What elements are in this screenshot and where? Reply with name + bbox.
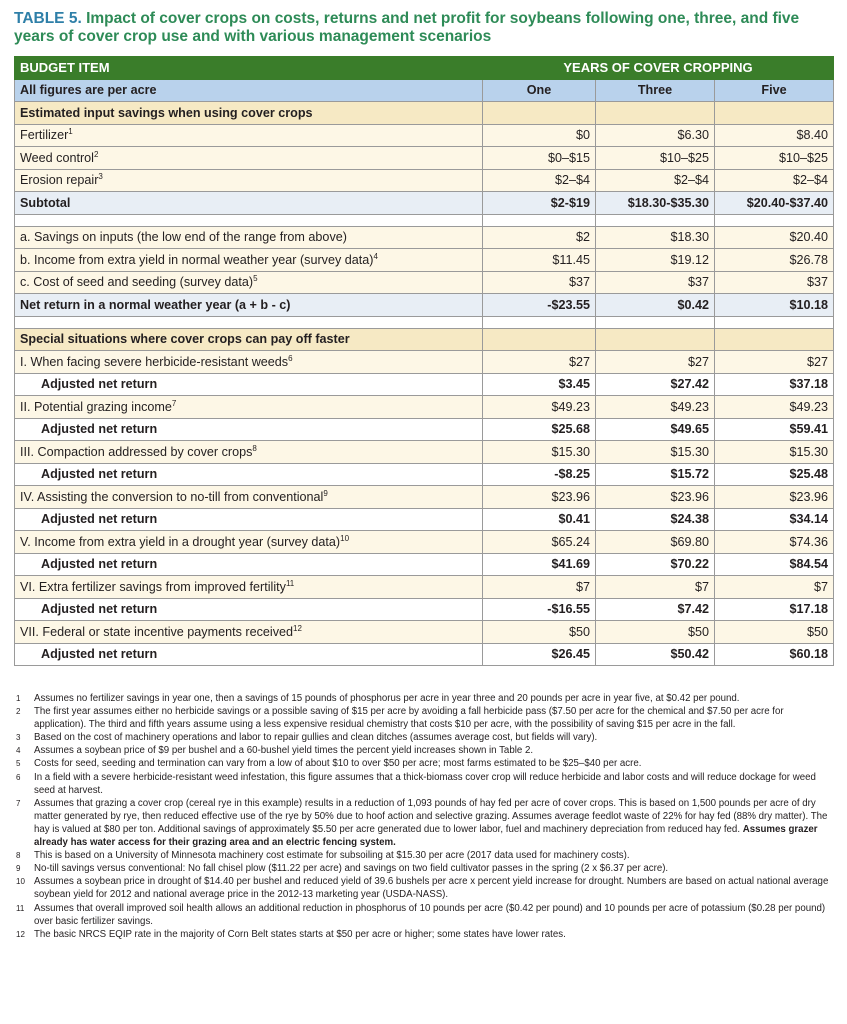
row-label	[15, 147, 483, 170]
row-label	[15, 192, 483, 215]
value-three: $37	[596, 271, 715, 294]
value-three: $70.22	[596, 553, 715, 576]
table-row	[15, 396, 834, 419]
table-row	[15, 351, 834, 374]
footnote-ref: 1	[68, 127, 73, 137]
value-five: $50	[715, 621, 834, 644]
value-one: $37	[483, 271, 596, 294]
footnote-ref: 5	[253, 274, 258, 284]
row-label-text: Adjusted net return	[41, 602, 158, 617]
row-label-text: Weed control	[20, 150, 94, 165]
value-five: $23.96	[715, 486, 834, 509]
footnote-number: 6	[16, 772, 21, 782]
row-label	[15, 553, 483, 576]
value-three: $10–$25	[596, 147, 715, 170]
value-three: $6.30	[596, 124, 715, 147]
footnote-number: 11	[16, 903, 25, 913]
table-row	[15, 486, 834, 509]
row-label	[15, 351, 483, 374]
footnote-ref: 3	[98, 172, 103, 182]
value-five: $37	[715, 271, 834, 294]
row-label-text: Subtotal	[20, 195, 71, 210]
footnote-text: Based on the cost of machinery operations and labor to repair gullies and clean ditches (assumes average cost, but fields will vary).	[34, 732, 598, 744]
value-three: $19.12	[596, 249, 715, 272]
row-label-text: Fertilizer	[20, 128, 69, 143]
row-label	[15, 294, 483, 317]
row-label-text: V. Income from extra yield in a drought year (survey data)	[20, 534, 341, 549]
row-label-text: II. Potential grazing income	[20, 399, 172, 414]
footnote	[14, 862, 830, 875]
value-one: $26.45	[483, 643, 596, 666]
value-three: $24.38	[596, 508, 715, 531]
footnote-ref: 2	[93, 149, 99, 159]
value-five: $10–$25	[715, 147, 834, 170]
row-label	[15, 226, 483, 249]
col-one-header: One	[483, 79, 596, 102]
row-label	[15, 508, 483, 531]
row-label-text: VI. Extra fertilizer savings from improved fertility	[20, 579, 286, 594]
value-one: $2	[483, 226, 596, 249]
value-five: $8.40	[715, 124, 834, 147]
row-label	[15, 271, 483, 294]
row-label	[15, 169, 483, 192]
value-one: $41.69	[483, 553, 596, 576]
row-label	[15, 396, 483, 419]
row-label	[15, 441, 483, 464]
adjusted-row	[15, 508, 834, 531]
value-five: $2–$4	[715, 169, 834, 192]
col-five-header: Five	[715, 79, 834, 102]
footnote-ref: 7	[171, 398, 177, 408]
budget-table-body	[15, 57, 834, 666]
value-one: $3.45	[483, 373, 596, 396]
value-three: $15.30	[596, 441, 715, 464]
footnote	[14, 757, 830, 770]
value-one: $65.24	[483, 531, 596, 554]
per-acre-label: All figures are per acre	[15, 79, 483, 102]
value-one: $25.68	[483, 418, 596, 441]
value-five: $37.18	[715, 373, 834, 396]
value-three: $7.42	[596, 598, 715, 621]
value-one: -$8.25	[483, 463, 596, 486]
adjusted-row	[15, 373, 834, 396]
footnotes	[14, 692, 830, 941]
row-label	[15, 531, 483, 554]
value-three: $0.42	[596, 294, 715, 317]
footnote	[14, 705, 830, 731]
header-row	[15, 57, 834, 80]
row-label-text: b. Income from extra yield in normal weather year (survey data)	[20, 252, 374, 267]
table-row	[15, 621, 834, 644]
row-label-text: Net return in a normal weather year (a + b - c)	[20, 297, 291, 312]
value-one: $15.30	[483, 441, 596, 464]
value-five: $27	[715, 351, 834, 374]
row-label-text: VII. Federal or state incentive payments received	[20, 624, 293, 639]
col-three-header: Three	[596, 79, 715, 102]
row-label	[15, 124, 483, 147]
value-one: $7	[483, 576, 596, 599]
table-row	[15, 124, 834, 147]
footnote-ref: 11	[285, 578, 295, 588]
value-five: $15.30	[715, 441, 834, 464]
value-five: $74.36	[715, 531, 834, 554]
footnote-ref: 12	[293, 623, 302, 633]
footnote-text: This is based on a University of Minnesota machinery cost estimate for subsoiling at $15.30 per acre (2017 data used for machinery costs).	[34, 850, 630, 862]
footnote-text: Costs for seed, seeding and termination can vary from a low of about $10 to over $50 per acre; most farms estimated to be $25–$40 per acre.	[34, 758, 642, 770]
footnote-text: No-till savings versus conventional: No fall chisel plow ($11.22 per acre) and savings on two field cultivator passes in the spring (2 x $6.37 per acre).	[34, 863, 669, 875]
adjusted-row	[15, 418, 834, 441]
row-label-text: III. Compaction addressed by cover crops	[20, 444, 253, 459]
value-one: $0.41	[483, 508, 596, 531]
footnote-text: In a field with a severe herbicide-resistant weed infestation, this figure assumes that a thick-biomass cover crop will reduce herbicide and labor costs and will reduce dockage for weed seed at harvest.	[34, 771, 816, 796]
footnote-number: 3	[16, 733, 21, 743]
footnote-number: 5	[16, 759, 21, 769]
adjusted-row	[15, 553, 834, 576]
row-label-text: Adjusted net return	[41, 557, 158, 572]
spacer-row	[15, 316, 834, 328]
footnote-ref: 8	[252, 443, 257, 453]
value-five: $26.78	[715, 249, 834, 272]
value-one: $50	[483, 621, 596, 644]
table-row	[15, 169, 834, 192]
value-five: $84.54	[715, 553, 834, 576]
table-row	[15, 249, 834, 272]
value-five: $59.41	[715, 418, 834, 441]
footnote	[14, 797, 830, 849]
value-one: -$23.55	[483, 294, 596, 317]
footnote	[14, 692, 830, 705]
row-label-text: IV. Assisting the conversion to no-till from conventional	[20, 489, 324, 504]
value-three: $49.23	[596, 396, 715, 419]
footnote-ref: 9	[323, 488, 328, 498]
footnote-number: 2	[16, 707, 21, 717]
value-three: $27	[596, 351, 715, 374]
table-title	[14, 10, 834, 46]
value-one: $23.96	[483, 486, 596, 509]
value-five: $10.18	[715, 294, 834, 317]
value-three: $50.42	[596, 643, 715, 666]
footnote-number: 10	[16, 877, 25, 887]
section-heading-row	[15, 328, 834, 351]
adjusted-row	[15, 598, 834, 621]
row-label	[15, 418, 483, 441]
footnote-text: The basic NRCS EQIP rate in the majority of Corn Belt states starts at $50 per acre or higher; some states have lower rates.	[34, 928, 566, 940]
table-row	[15, 226, 834, 249]
value-three: $7	[596, 576, 715, 599]
value-three: $50	[596, 621, 715, 644]
value-three: $18.30-$35.30	[596, 192, 715, 215]
row-label-text: Erosion repair	[20, 173, 99, 188]
row-label	[15, 621, 483, 644]
row-label-text: Adjusted net return	[41, 512, 158, 527]
value-three: $18.30	[596, 226, 715, 249]
footnote-bold-text: Assumes grazer already has water access for their grazing area and an electric fencing system.	[34, 823, 818, 849]
value-three: $2–$4	[596, 169, 715, 192]
footnote-number: 12	[16, 929, 25, 939]
value-three: $15.72	[596, 463, 715, 486]
years-header: YEARS OF COVER CROPPING	[483, 57, 834, 80]
value-one: $2–$4	[483, 169, 596, 192]
subheader-row	[15, 79, 834, 102]
value-one: $49.23	[483, 396, 596, 419]
footnote-text: Assumes a soybean price in drought of $14.40 per bushel and reduced yield of 39.6 bushels per acre x percent yield increase for drought. Numbers are based on actual national average soybean yield for 2012 and national average price in the 2012-13 marketing year (USDA-NASS).	[34, 876, 829, 901]
footnote-number: 8	[16, 851, 21, 861]
adjusted-row	[15, 643, 834, 666]
value-three: $27.42	[596, 373, 715, 396]
section-heading-row	[15, 102, 834, 125]
value-five: $60.18	[715, 643, 834, 666]
footnote-text: Assumes that grazing a cover crop (cereal rye in this example) results in a reduction of 1,093 pounds of hay fed per acre of cover crops. This is based on 1,500 pounds per acre of dry matter generated by rye, then reduced effective use of the rye by 50% due to hoof action and selective grazing. Assumes average feedlot waste of 22% for hay fed (88% dry matter). The hay is valued at $80 per ton. Additional savings of approximately $5.50 per acre generated due to lower labor, fuel and machinery depreciation from reduced hay fed.	[34, 797, 828, 835]
value-five: $49.23	[715, 396, 834, 419]
table-row	[15, 271, 834, 294]
special-heading: Special situations where cover crops can pay off faster	[15, 328, 483, 351]
net-return-row	[15, 294, 834, 317]
value-five: $20.40	[715, 226, 834, 249]
value-one: $27	[483, 351, 596, 374]
footnote	[14, 771, 830, 797]
value-three: $49.65	[596, 418, 715, 441]
value-one: $2-$19	[483, 192, 596, 215]
table-label: TABLE 5.	[14, 10, 82, 27]
budget-item-header: BUDGET ITEM	[15, 57, 483, 80]
table-row	[15, 576, 834, 599]
table-row	[15, 441, 834, 464]
footnote-text: Assumes a soybean price of $9 per bushel and a 60-bushel yield times the percent yield increases shown in Table 2.	[34, 745, 534, 757]
subtotal-row	[15, 192, 834, 215]
footnote-text: The first year assumes either no herbicide savings or a possible saving of $15 per acre by avoiding a fall herbicide pass ($7.50 per acre for the chemical and $7.50 per acre for application). The third and fifth years assume using a less expensive residual chemistry that costs $10 per acre, with the possibility of saving $15 per acre in the fall.	[34, 706, 784, 731]
row-label-text: Adjusted net return	[41, 422, 158, 437]
savings-heading: Estimated input savings when using cover crops	[15, 102, 483, 125]
row-label	[15, 249, 483, 272]
value-five: $25.48	[715, 463, 834, 486]
value-three: $69.80	[596, 531, 715, 554]
row-label-text: Adjusted net return	[41, 377, 158, 392]
value-five: $17.18	[715, 598, 834, 621]
value-five: $34.14	[715, 508, 834, 531]
footnote-ref: 10	[340, 533, 350, 543]
row-label-text: Adjusted net return	[41, 467, 158, 482]
footnote	[14, 744, 830, 757]
footnote	[14, 731, 830, 744]
footnote-number: 1	[16, 694, 21, 703]
adjusted-row	[15, 463, 834, 486]
footnote	[14, 902, 830, 928]
row-label	[15, 373, 483, 396]
footnote-text: Assumes that overall improved soil health allows an additional reduction in phosphorus of 10 pounds per acre ($0.42 per pound) and 10 pounds per acre of potassium ($0.28 per pound) over basic fertilizer savings.	[34, 902, 826, 927]
footnote-number: 9	[16, 864, 21, 874]
value-one: $0	[483, 124, 596, 147]
footnote	[14, 928, 830, 941]
table-caption: Impact of cover crops on costs, returns and net profit for soybeans following one, three, and five years of cover crop use and with various management scenarios	[14, 10, 800, 45]
row-label-text: c. Cost of seed and seeding (survey data)	[20, 275, 254, 290]
row-label	[15, 463, 483, 486]
table-row	[15, 147, 834, 170]
spacer-row	[15, 214, 834, 226]
value-one: $11.45	[483, 249, 596, 272]
row-label	[15, 576, 483, 599]
row-label	[15, 643, 483, 666]
row-label	[15, 598, 483, 621]
footnote-ref: 6	[288, 353, 293, 363]
footnote-text: Assumes no fertilizer savings in year one, then a savings of 15 pounds of phosphorus per acre in year three and 20 pounds per acre in year five, at $0.42 per pound.	[34, 693, 740, 704]
value-one: $0–$15	[483, 147, 596, 170]
footnote-number: 7	[16, 798, 21, 808]
row-label-text: Adjusted net return	[41, 647, 158, 662]
value-three: $23.96	[596, 486, 715, 509]
footnote	[14, 875, 830, 901]
row-label-text: I. When facing severe herbicide-resistant weeds	[20, 354, 289, 369]
value-five: $7	[715, 576, 834, 599]
footnote	[14, 849, 830, 862]
value-one: -$16.55	[483, 598, 596, 621]
footnote-number: 4	[16, 746, 21, 756]
row-label-text: a. Savings on inputs (the low end of the range from above)	[20, 230, 347, 245]
budget-table	[14, 56, 834, 666]
value-five: $20.40-$37.40	[715, 192, 834, 215]
footnote-ref: 4	[373, 251, 378, 261]
table-row	[15, 531, 834, 554]
row-label	[15, 486, 483, 509]
